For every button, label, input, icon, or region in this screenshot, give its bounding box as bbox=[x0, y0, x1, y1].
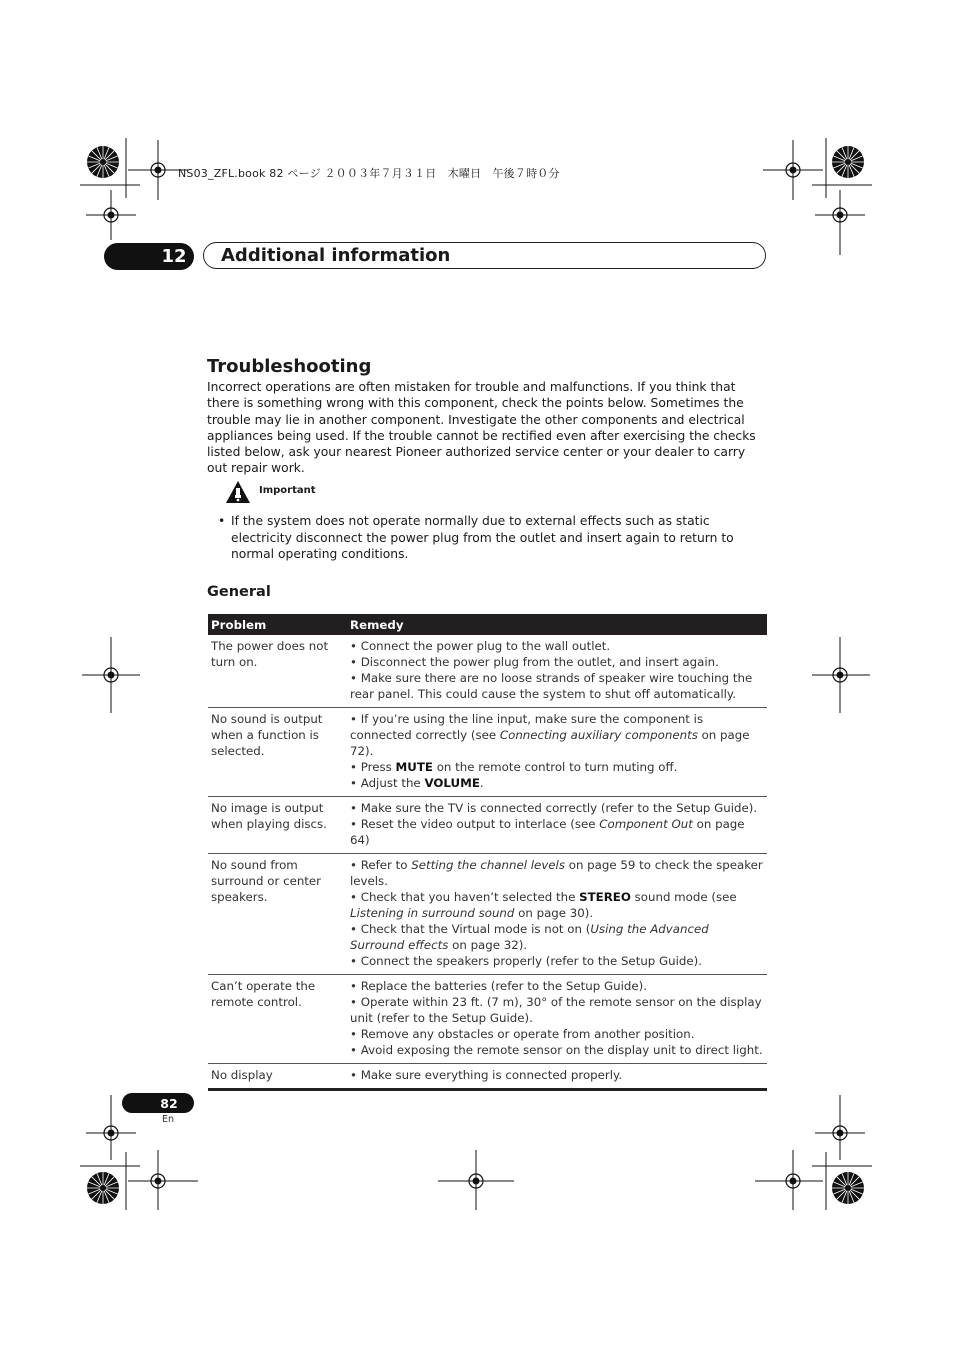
problem-cell: No display bbox=[208, 1064, 344, 1090]
page-language: En bbox=[162, 1114, 175, 1125]
problem-cell: No sound from surround or center speakers. bbox=[208, 854, 344, 975]
corner-mark-top-left bbox=[80, 138, 188, 240]
remedy-cell bbox=[344, 635, 767, 708]
problem-cell: No image is output when playing discs. bbox=[208, 797, 344, 854]
remedy-line: • Avoid exposing the remote sensor on the display unit to direct light. bbox=[350, 1043, 763, 1057]
remedy-line: • Reset the video output to interlace (see Component Out on page 64) bbox=[350, 817, 745, 847]
important-label: Important bbox=[259, 485, 316, 496]
remedy-cell bbox=[344, 797, 767, 854]
remedy-line: • Make sure the TV is connected correctly (refer to the Setup Guide). bbox=[350, 801, 758, 815]
remedy-cell bbox=[344, 1064, 767, 1090]
remedy-line: • Connect the speakers properly (refer to the Setup Guide). bbox=[350, 954, 703, 968]
important-bullet: • If the system does not operate normally due to external effects such as static electricity disconnect the power plug from the outlet and insert again to return to normal operating conditions. bbox=[218, 513, 766, 563]
print-header: NS03_ZFL.book 82 ページ ２００３年７月３１日 木曜日 午後７時０分 bbox=[178, 167, 560, 180]
page-number: 82 bbox=[122, 1093, 194, 1113]
table-row bbox=[208, 975, 767, 1064]
table-row bbox=[208, 797, 767, 854]
remedy-line: • Check that the Virtual mode is not on (Using the Advanced Surround effects on page 32). bbox=[350, 922, 709, 952]
table-row bbox=[208, 1064, 767, 1090]
remedy-line: • Make sure everything is connected properly. bbox=[350, 1068, 623, 1082]
problem-cell: No sound is output when a function is selected. bbox=[208, 708, 344, 797]
remedy-line: • Remove any obstacles or operate from another position. bbox=[350, 1027, 695, 1041]
intro-paragraph: Incorrect operations are often mistaken for trouble and malfunctions. If you think that there is something wrong with this component, check the points below. Sometimes the trouble may lie in another component. Investigate the other components and electrical appliances being used. If the trouble cannot be rectified even after exercising the checks listed below, ask your nearest Pioneer authorized service center or your dealer to carry out repair work. bbox=[207, 380, 756, 476]
table-row bbox=[208, 854, 767, 975]
remedy-cell bbox=[344, 708, 767, 797]
corner-mark-bottom-right bbox=[755, 1095, 872, 1210]
remedy-line: • Operate within 23 ft. (7 m), 30° of the remote sensor on the display unit (refer to the Setup Guide). bbox=[350, 995, 762, 1025]
important-hand-icon bbox=[225, 480, 251, 504]
table-header-row bbox=[208, 614, 767, 635]
troubleshooting-table bbox=[208, 614, 767, 1091]
remedy-line: • Press MUTE on the remote control to turn muting off. bbox=[350, 760, 678, 774]
remedy-line: • Make sure there are no loose strands of speaker wire touching the rear panel. This could cause the system to shut off automatically. bbox=[350, 671, 753, 701]
remedy-line: • Refer to Setting the channel levels on page 59 to check the speaker levels. bbox=[350, 858, 763, 888]
remedy-line: • Disconnect the power plug from the outlet, and insert again. bbox=[350, 655, 719, 669]
subsection-title: General bbox=[207, 584, 271, 600]
important-list bbox=[218, 513, 766, 563]
side-mark-right bbox=[812, 637, 870, 713]
remedy-line: • Connect the power plug to the wall outlet. bbox=[350, 639, 611, 653]
section-title: Troubleshooting bbox=[207, 356, 372, 377]
remedy-line: • Replace the batteries (refer to the Setup Guide). bbox=[350, 979, 647, 993]
remedy-cell bbox=[344, 975, 767, 1064]
corner-mark-top-right bbox=[763, 138, 872, 255]
remedy-cell bbox=[344, 854, 767, 975]
table-row bbox=[208, 635, 767, 708]
chapter-title: Additional information bbox=[221, 245, 451, 266]
remedy-line: • If you’re using the line input, make sure the component is connected correctly (see Connecting auxiliary components on page 72). bbox=[350, 712, 750, 758]
problem-cell: The power does not turn on. bbox=[208, 635, 344, 708]
header-remedy: Remedy bbox=[344, 614, 767, 635]
side-mark-left bbox=[82, 637, 140, 713]
table-row bbox=[208, 708, 767, 797]
problem-cell: Can’t operate the remote control. bbox=[208, 975, 344, 1064]
chapter-number-badge: 12 bbox=[104, 243, 194, 270]
bottom-center-mark bbox=[438, 1150, 514, 1210]
remedy-line: • Check that you haven’t selected the STEREO sound mode (see Listening in surround sound on page 30). bbox=[350, 890, 737, 920]
header-problem: Problem bbox=[208, 614, 344, 635]
remedy-line: • Adjust the VOLUME. bbox=[350, 776, 484, 790]
